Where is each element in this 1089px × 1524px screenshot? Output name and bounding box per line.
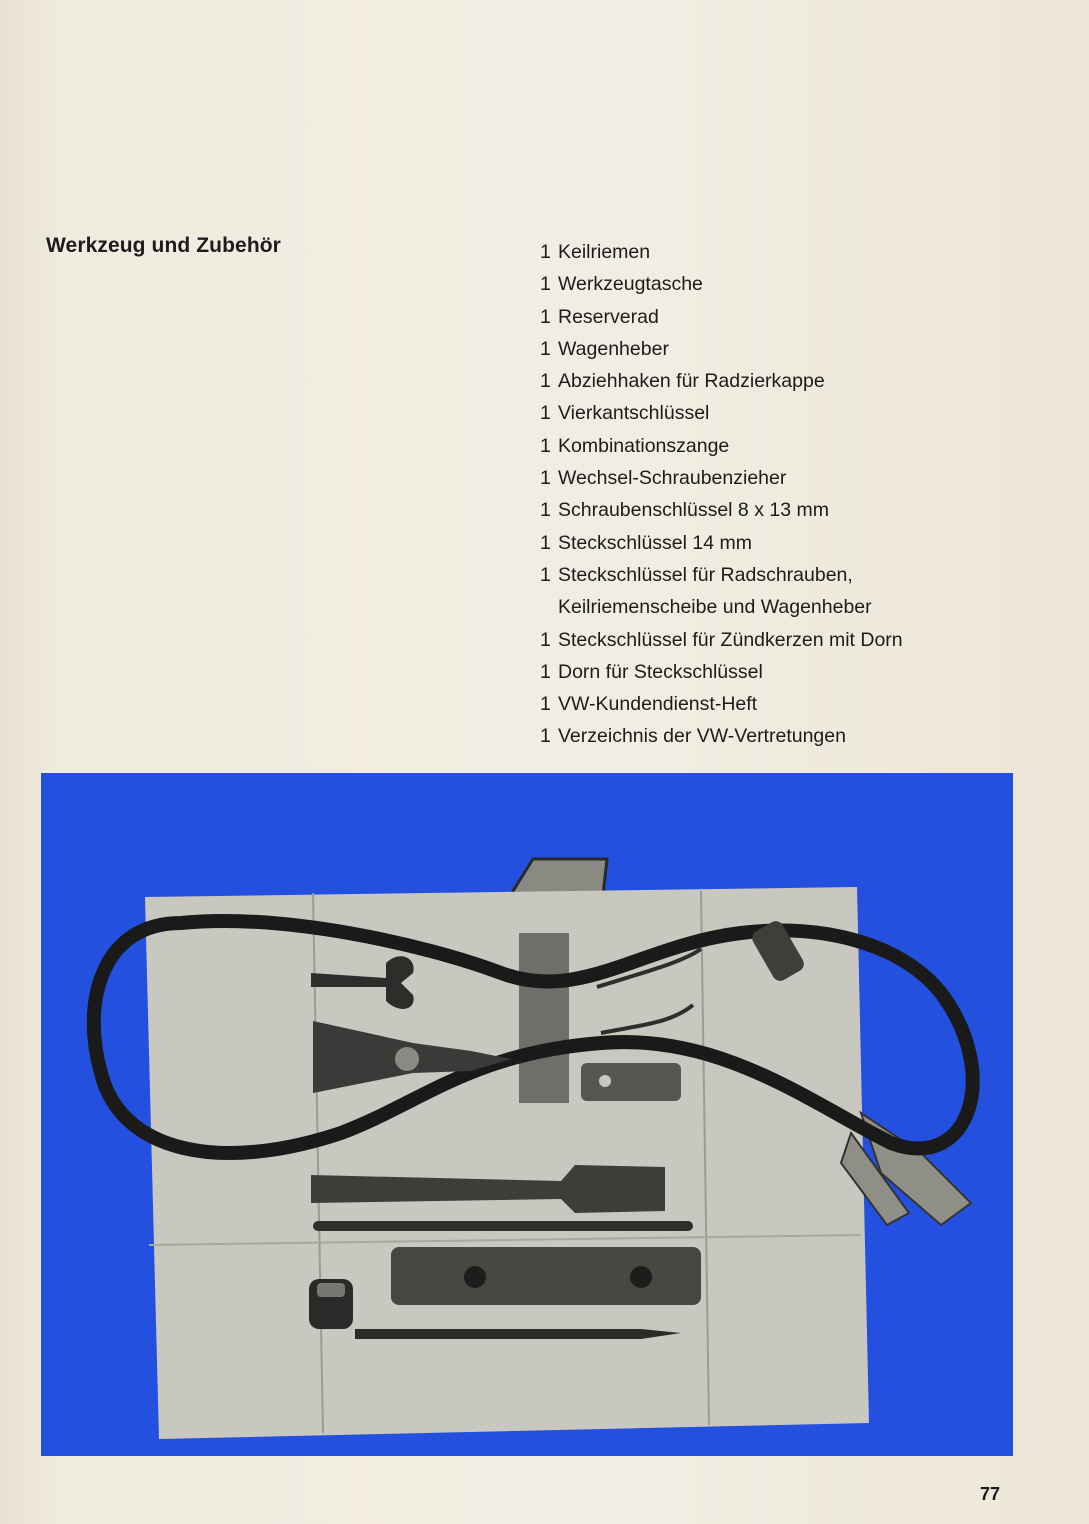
list-item: [540, 333, 1060, 365]
list-item: [540, 591, 1060, 623]
item-label: Wagenheber: [558, 337, 669, 360]
list-item: [540, 430, 1060, 462]
item-label: Kombinationszange: [558, 434, 730, 457]
toolkit-photo: [41, 773, 1013, 1456]
item-quantity: 1: [540, 693, 551, 716]
item-quantity: 1: [540, 370, 551, 393]
item-quantity: 1: [540, 563, 551, 586]
list-item: [540, 494, 1060, 526]
screwdriver: [355, 1329, 681, 1339]
item-quantity: 1: [540, 467, 551, 490]
list-item: [540, 688, 1060, 720]
item-label: Steckschlüssel für Zündkerzen mit Dorn: [558, 628, 903, 651]
list-item: [540, 624, 1060, 656]
wheel-bolt-spanner: [391, 1247, 701, 1305]
item-label: Vierkantschlüssel: [558, 402, 710, 425]
item-quantity: 1: [540, 660, 551, 683]
item-quantity: 1: [540, 531, 551, 554]
list-item: [540, 527, 1060, 559]
list-item: [540, 268, 1060, 300]
item-quantity: 1: [540, 628, 551, 651]
item-label: VW-Kundendienst-Heft: [558, 693, 758, 716]
item-quantity: 1: [540, 337, 551, 360]
item-label: Steckschlüssel 14 mm: [558, 531, 752, 554]
page-number: 77: [980, 1484, 1001, 1504]
list-item: [540, 397, 1060, 429]
item-label: Werkzeugtasche: [558, 273, 703, 296]
toolkit-illustration: [41, 773, 1013, 1456]
item-label: Reserverad: [558, 305, 659, 328]
spark-plug-socket: [581, 1063, 681, 1101]
list-item: [540, 301, 1060, 333]
item-label: Keilriemenscheibe und Wagenheber: [558, 596, 872, 619]
item-quantity: 1: [540, 434, 551, 457]
center-strap: [519, 933, 569, 1103]
tool-list: [540, 236, 1060, 753]
item-label: Schraubenschlüssel 8 x 13 mm: [558, 499, 829, 522]
item-quantity: [540, 591, 558, 623]
section-heading: Werkzeug und Zubehör: [46, 234, 281, 257]
item-label: Abziehhaken für Radzierkappe: [558, 370, 825, 393]
item-quantity: 1: [540, 305, 551, 328]
list-item: [540, 559, 1060, 591]
list-item: [540, 365, 1060, 397]
list-item: [540, 236, 1060, 268]
list-item: [540, 720, 1060, 752]
item-label: Verzeichnis der VW-Vertretungen: [558, 725, 846, 748]
item-quantity: 1: [540, 725, 551, 748]
item-quantity: 1: [540, 241, 551, 263]
item-quantity: 1: [540, 499, 551, 522]
item-quantity: 1: [540, 273, 551, 296]
item-label: Keilriemen: [558, 241, 651, 263]
item-label: Steckschlüssel für Radschrauben,: [558, 563, 853, 586]
tommy-bar: [313, 1221, 693, 1231]
item-label: Wechsel-Schraubenzieher: [558, 467, 787, 490]
list-item: [540, 462, 1060, 494]
item-label: Dorn für Steckschlüssel: [558, 660, 763, 683]
list-item: [540, 656, 1060, 688]
item-quantity: 1: [540, 402, 551, 425]
